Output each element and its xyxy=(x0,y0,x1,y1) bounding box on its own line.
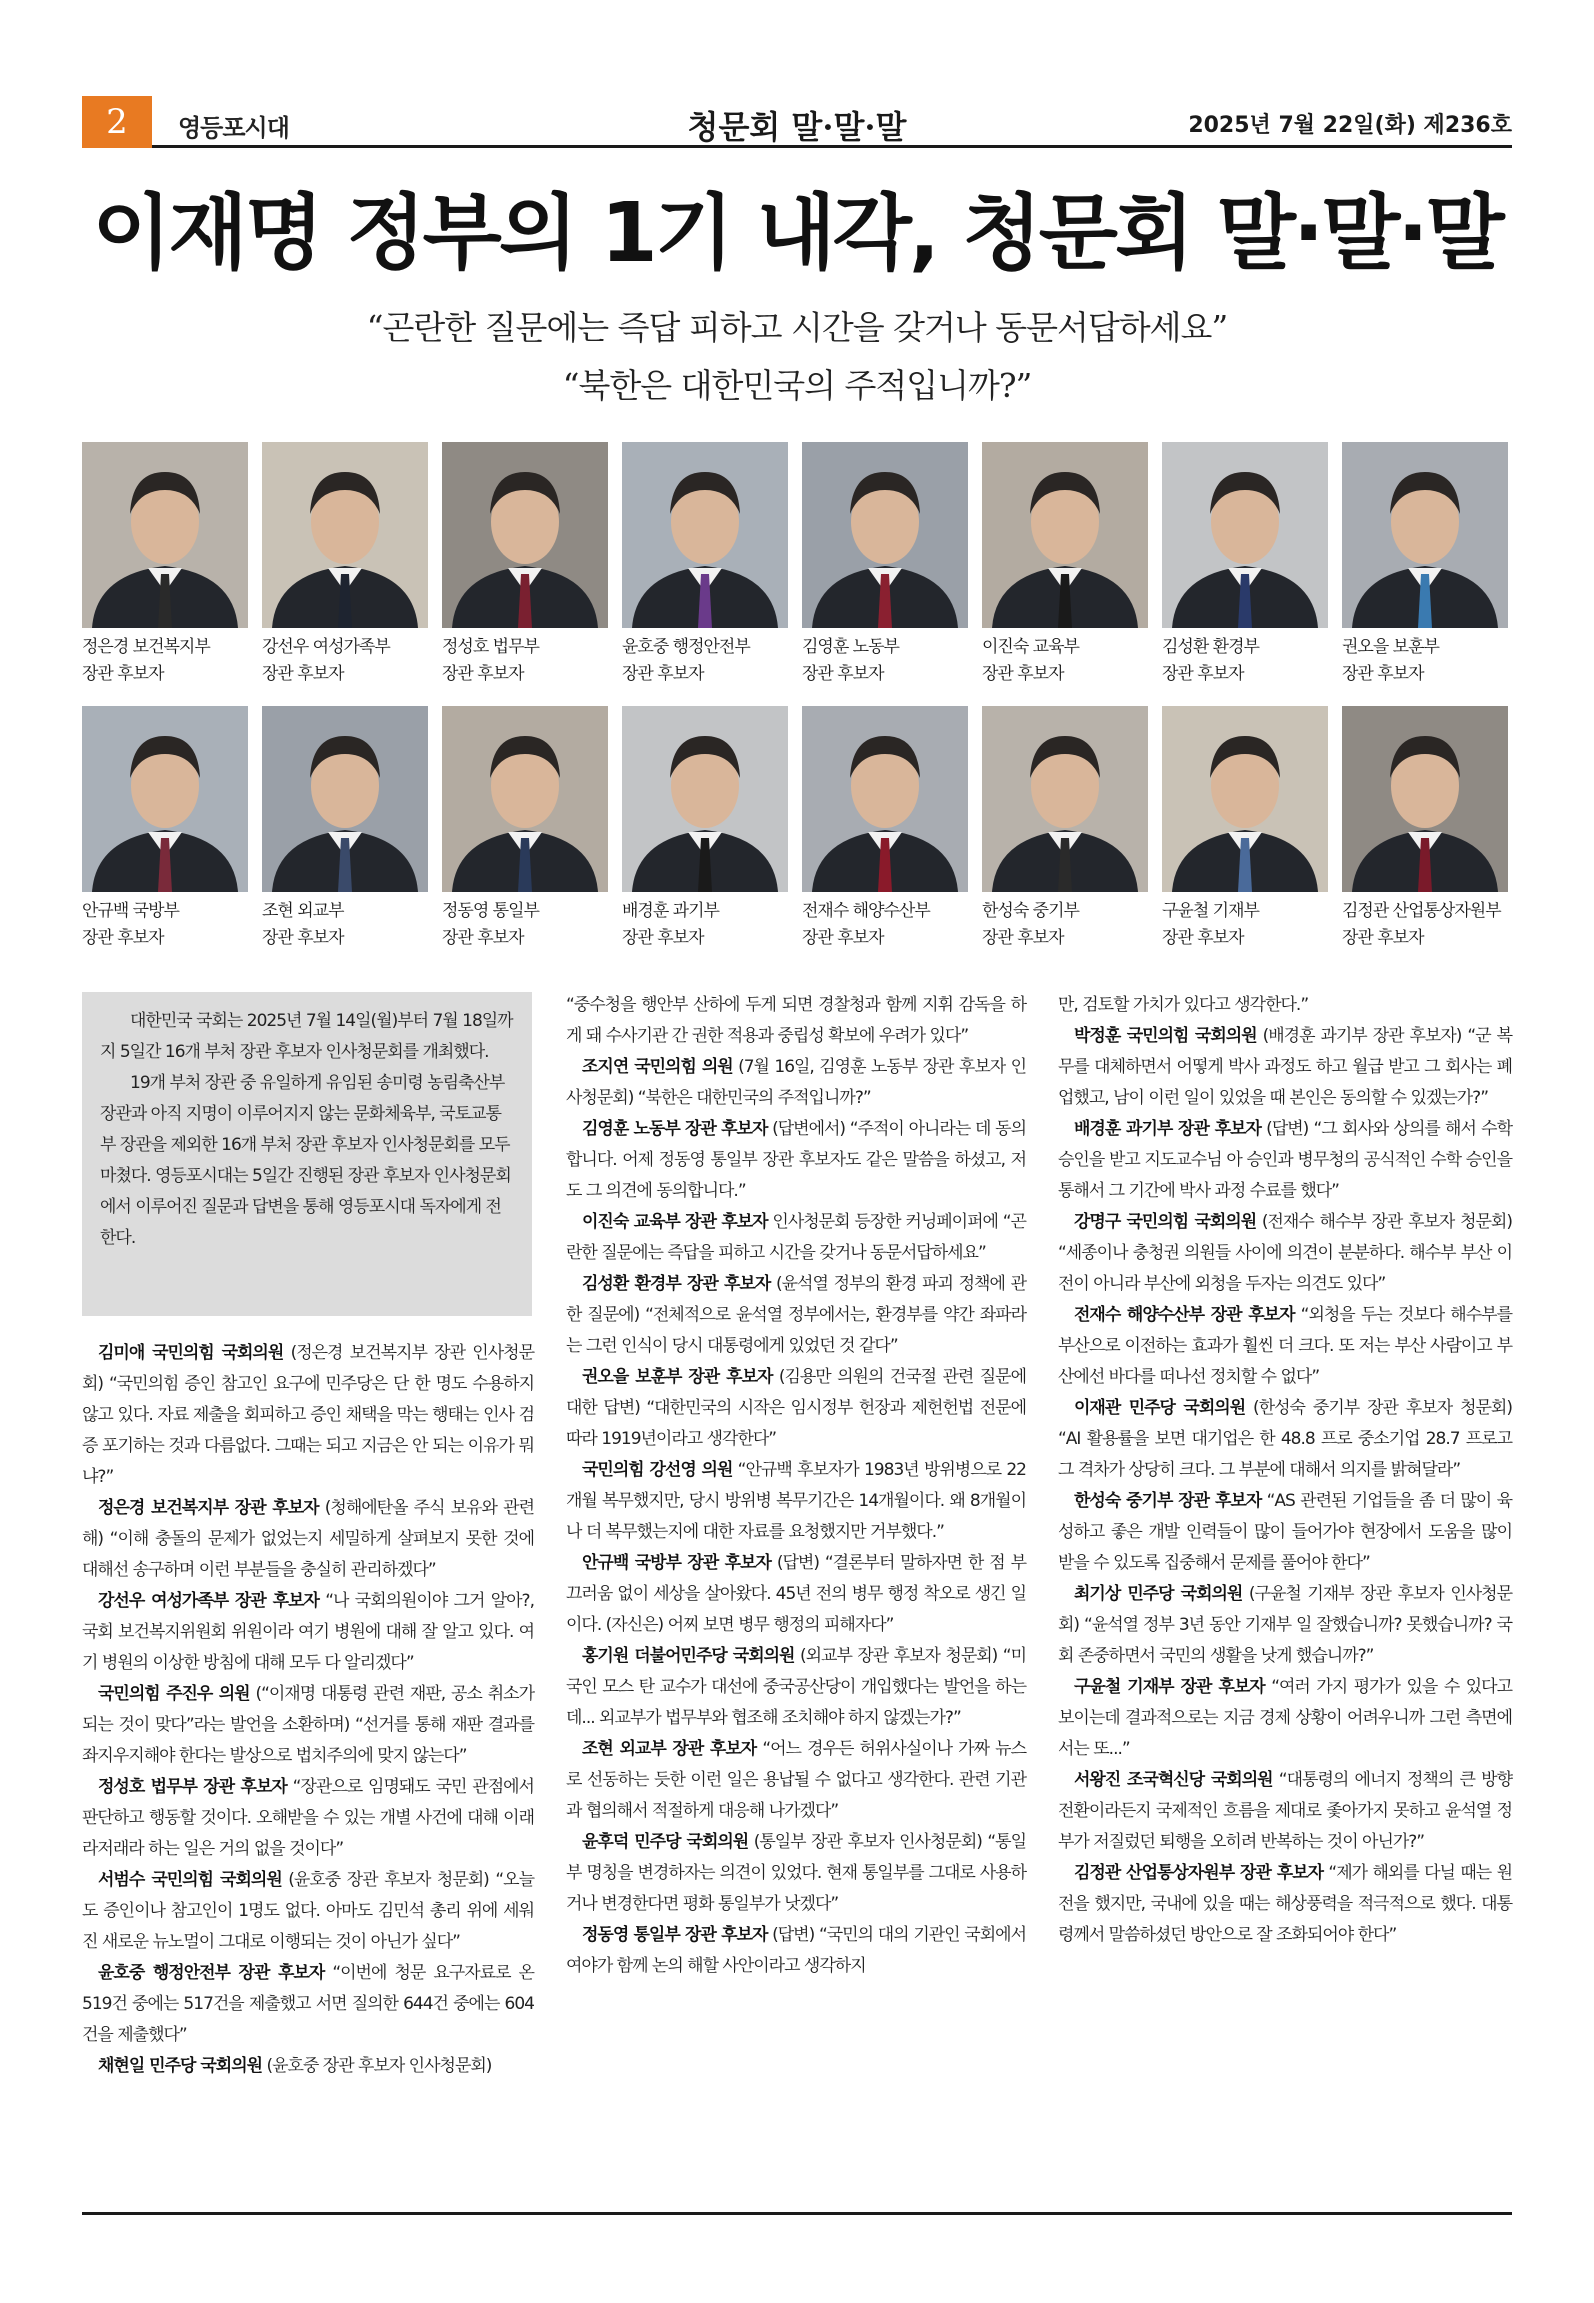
quote-text: “대통령의 에너지 정책의 큰 방향 전환이라든지 국제적인 흐름을 제대로 좇아가지 못하고 윤석열 정부가 저질렀던 퇴행을 오히려 반복하는 것이 아닌가?” xyxy=(1058,1770,1513,1852)
nominee-role: 장관 후보자 xyxy=(82,664,164,684)
nominee-card xyxy=(982,706,1148,964)
quote-text: (답변) “국민의 대의 기관인 국회에서 여야가 함께 논의 해할 사안이라고 생각하지 xyxy=(566,1925,1026,1976)
quote-text: (답변에서) “주적이 아니라는 데 동의합니다. 어제 정동영 통일부 장관 후보자도 같은 말씀을 하셨고, 저도 그 의견에 동의합니다.” xyxy=(566,1119,1026,1201)
speaker-name: 강선우 여성가족부 장관 후보자 xyxy=(98,1591,319,1611)
nominee-role: 장관 후보자 xyxy=(1162,928,1244,948)
nominee-role: 장관 후보자 xyxy=(262,664,344,684)
nominee-photo xyxy=(442,442,608,628)
quote-text: (청해에탄올 주식 보유와 관련해) “이해 충돌의 문제가 없었는지 세밀하게 살펴보지 못한 것에 대해선 송구하며 이런 부분들을 충실히 관리하겠다” xyxy=(82,1498,534,1580)
quote-text: (답변) “결론부터 말하자면 한 점 부끄러움 없이 세상을 살아왔다. 45년 전의 병무 행정 착오로 생긴 일이다. (자신은) 어찌 보면 병무 행정의 피해자다” xyxy=(566,1553,1026,1635)
nominee-card xyxy=(982,442,1148,700)
nominee-role: 장관 후보자 xyxy=(262,928,344,948)
nominee-photo xyxy=(1162,442,1328,628)
nominee-role: 장관 후보자 xyxy=(442,928,524,948)
nominee-caption xyxy=(1162,898,1328,952)
article-column-2 xyxy=(566,990,1026,1982)
speaker-name: 배경훈 과기부 장관 후보자 xyxy=(1074,1119,1261,1139)
quote-paragraph xyxy=(82,1493,534,1586)
nominee-caption xyxy=(802,898,968,952)
nominee-role: 장관 후보자 xyxy=(1342,664,1424,684)
intro-paragraph: 19개 부처 장관 중 유일하게 유임된 송미령 농림축산부 장관과 아직 지명이 이루어지지 않는 문화체육부, 국토교통부 장관을 제외한 16개 부처 장관 후보자 인사청문회를 모두 마쳤다. 영등포시대는 5일간 진행된 장관 후보자 인사청문회에서 이루어진 질문과 답변을 통해 영등포시대 독자에게 전한다. xyxy=(100,1073,511,1248)
quote-paragraph xyxy=(82,1772,534,1865)
quote-text: (윤호중 장관 후보자 인사청문회) xyxy=(262,2056,492,2076)
quote-text: “AS 관련된 기업들을 좀 더 많이 육성하고 좋은 개발 인력들이 많이 들어가야 현장에서 도움을 많이 받을 수 있도록 집중해서 문제를 풀어야 한다” xyxy=(1058,1491,1512,1573)
subheadline-2: “북한은 대한민국의 주적입니까?” xyxy=(562,366,1032,405)
nominee-role: 장관 후보자 xyxy=(802,664,884,684)
nominee-caption xyxy=(1162,634,1328,688)
nominee-photo xyxy=(802,442,968,628)
nominee-photo xyxy=(82,442,248,628)
nominee-photo xyxy=(82,706,248,892)
quote-text: 인사청문회 등장한 커닝페이퍼에 “곤란한 질문에는 즉답을 피하고 시간을 갖거나 동문서답하세요” xyxy=(566,1212,1026,1263)
nominee-name-ministry: 배경훈 과기부 xyxy=(622,901,719,921)
quote-paragraph xyxy=(566,1269,1026,1362)
nominee-role: 장관 후보자 xyxy=(442,664,524,684)
nominee-card xyxy=(802,442,968,700)
nominee-caption xyxy=(82,634,248,688)
nominee-photo xyxy=(802,706,968,892)
quote-text: (윤호중 장관 후보자 청문회) “오늘도 증인이나 참고인이 1명도 없다. 아마도 김민석 총리 위에 세워진 새로운 뉴노멀이 그대로 이행되는 것이 아닌가 싶다” xyxy=(82,1870,534,1952)
speaker-name: 강명구 국민의힘 국회의원 xyxy=(1074,1212,1257,1232)
quote-paragraph xyxy=(566,1114,1026,1207)
speaker-name: 김영훈 노동부 장관 후보자 xyxy=(582,1119,768,1139)
quote-paragraph xyxy=(566,1734,1026,1827)
photo-row xyxy=(82,706,1512,964)
quote-text: (7월 16일, 김영훈 노동부 장관 후보자 인사청문회) “북한은 대한민국의 주적입니까?” xyxy=(566,1057,1026,1108)
nominee-role: 장관 후보자 xyxy=(622,664,704,684)
speaker-name: 구윤철 기재부 장관 후보자 xyxy=(1074,1677,1265,1697)
quote-paragraph xyxy=(566,990,1026,1052)
speaker-name: 김성환 환경부 장관 후보자 xyxy=(582,1274,771,1294)
nominee-photo xyxy=(622,442,788,628)
nominee-card xyxy=(442,706,608,964)
quote-text: (한성숙 중기부 장관 후보자 청문회) “AI 활용률을 보면 대기업은 한 48.8 프로 중소기업 28.7 프로고 그 격차가 상당히 크다. 그 부분에 대해서 의지를 밝혀달라” xyxy=(1058,1398,1512,1480)
nominee-card xyxy=(82,442,248,700)
quote-paragraph xyxy=(566,1827,1026,1920)
issue-dateline: 2025년 7월 22일(화) 제236호 xyxy=(1188,113,1512,138)
speaker-name: 전재수 해양수산부 장관 후보자 xyxy=(1074,1305,1295,1325)
nominee-name-ministry: 조현 외교부 xyxy=(262,901,344,921)
quote-text: (답변) “그 회사와 상의를 해서 수학 승인을 받고 지도교수님 아 승인과 병무청의 공식적인 수학 승인을 통해서 그 기간에 박사 과정 수료를 했다” xyxy=(1058,1119,1512,1201)
nominee-name-ministry: 정동영 통일부 xyxy=(442,901,539,921)
nominee-card xyxy=(1342,706,1508,964)
nominee-caption xyxy=(82,898,248,952)
nominee-photo xyxy=(442,706,608,892)
nominee-role: 장관 후보자 xyxy=(982,928,1064,948)
nominee-photo xyxy=(1342,442,1508,628)
intro-paragraph: 대한민국 국회는 2025년 7월 14일(월)부터 7월 18일까지 5일간 16개 부처 장관 후보자 인사청문회를 개최했다. xyxy=(100,1011,513,1062)
nominee-caption xyxy=(622,898,788,952)
speaker-name: 조현 외교부 장관 후보자 xyxy=(582,1739,757,1759)
quote-paragraph xyxy=(82,1338,534,1493)
quote-paragraph xyxy=(566,1548,1026,1641)
quote-paragraph xyxy=(1058,1393,1512,1486)
quote-paragraph xyxy=(82,1865,534,1958)
nominee-role: 장관 후보자 xyxy=(1162,664,1244,684)
quote-text: “중수청을 행안부 산하에 두게 되면 경찰청과 함께 지휘 감독을 하게 돼 수사기관 간 권한 적용과 중립성 확보에 우려가 있다” xyxy=(566,995,1026,1046)
quote-text: (통일부 장관 후보자 인사청문회) “통일부 명칭을 변경하자는 의견이 있었다. 현재 통일부를 그대로 사용하거나 변경한다면 평화 통일부가 낫겠다” xyxy=(566,1832,1027,1914)
nominee-photo xyxy=(262,706,428,892)
article-column-1 xyxy=(82,1338,534,2082)
photo-row xyxy=(82,442,1512,700)
nominee-card xyxy=(1162,442,1328,700)
nominee-caption xyxy=(982,898,1148,952)
page-header xyxy=(82,96,1512,148)
quote-paragraph xyxy=(1058,1207,1512,1300)
quote-paragraph xyxy=(1058,1486,1512,1579)
nominee-role: 장관 후보자 xyxy=(1342,928,1424,948)
quote-paragraph xyxy=(566,1920,1026,1982)
quote-paragraph xyxy=(1058,1021,1512,1114)
nominee-caption xyxy=(442,634,608,688)
nominee-photo xyxy=(982,442,1148,628)
speaker-name: 이재관 민주당 국회의원 xyxy=(1074,1398,1246,1418)
nominee-photo-grid xyxy=(82,442,1512,964)
nominee-card xyxy=(82,706,248,964)
nominee-card xyxy=(622,442,788,700)
nominee-photo xyxy=(262,442,428,628)
nominee-card xyxy=(262,706,428,964)
speaker-name: 박정훈 국민의힘 국회의원 xyxy=(1074,1026,1257,1046)
speaker-name: 정은경 보건복지부 장관 후보자 xyxy=(98,1498,319,1518)
quote-text: (외교부 장관 후보자 청문회) “미국인 모스 탄 교수가 대선에 중국공산당이 개입했다는 발언을 하는데... 외교부가 법무부와 협조해 조치해야 하지 않겠는가?” xyxy=(566,1646,1027,1728)
quote-paragraph xyxy=(82,1958,534,2051)
nominee-card xyxy=(1162,706,1328,964)
quote-paragraph xyxy=(566,1641,1026,1734)
nominee-card xyxy=(1342,442,1508,700)
quote-paragraph xyxy=(1058,1300,1512,1393)
speaker-name: 이진숙 교육부 장관 후보자 xyxy=(582,1212,768,1232)
nominee-card xyxy=(622,706,788,964)
nominee-role: 장관 후보자 xyxy=(802,928,884,948)
headline: 이재명 정부의 1기 내각, 청문회 말·말·말 xyxy=(92,186,1502,281)
quote-paragraph xyxy=(82,1586,534,1679)
intro-box xyxy=(82,992,532,1316)
quote-text: (정은경 보건복지부 장관 인사청문회) “국민의힘 증인 참고인 요구에 민주당은 단 한 명도 수용하지 않고 있다. 자료 제출을 회피하고 증인 채택을 막는 행태는 인사 검증 포기하는 것과 다름없다. 그때는 되고 지금은 안 되는 이유가 뭐냐?” xyxy=(82,1343,534,1487)
speaker-name: 조지연 국민의힘 의원 xyxy=(582,1057,733,1077)
quote-paragraph xyxy=(82,1679,534,1772)
quote-paragraph xyxy=(566,1207,1026,1269)
quote-text: (“이재명 대통령 관련 재판, 공소 취소가 되는 것이 맞다”라는 발언을 소환하며) “선거를 통해 재판 결과를 좌지우지해야 한다는 발상으로 법치주의에 맞지 않는다” xyxy=(82,1684,534,1766)
nominee-caption xyxy=(262,898,428,952)
speaker-name: 홍기원 더불어민주당 국회의원 xyxy=(582,1646,795,1666)
speaker-name: 서왕진 조국혁신당 국회의원 xyxy=(1074,1770,1273,1790)
speaker-name: 정성호 법무부 장관 후보자 xyxy=(98,1777,287,1797)
quote-text: (배경훈 과기부 장관 후보자) “군 복무를 대체하면서 어떻게 박사 과정도 하고 월급 받고 그 회사는 폐업했고, 남이 이런 일이 있었을 때 본인은 동의할 수 있겠는가?” xyxy=(1058,1026,1513,1108)
speaker-name: 윤후덕 민주당 국회의원 xyxy=(582,1832,749,1852)
speaker-name: 국민의힘 강선영 의원 xyxy=(582,1460,733,1480)
quote-paragraph xyxy=(1058,1579,1512,1672)
nominee-name-ministry: 안규백 국방부 xyxy=(82,901,179,921)
speaker-name: 김정관 산업통상자원부 장관 후보자 xyxy=(1074,1863,1324,1883)
quote-text: (전재수 해수부 장관 후보자 청문회) “세종이나 충청권 의원들 사이에 의견이 분분하다. 해수부 부산 이전이 아니라 부산에 외청을 두자는 의견도 있다” xyxy=(1058,1212,1512,1294)
quote-text: (김용만 의원의 건국절 관련 질문에 대한 답변) “대한민국의 시작은 임시정부 헌장과 제헌헌법 전문에 따라 1919년이라고 생각한다” xyxy=(566,1367,1027,1449)
nominee-photo xyxy=(1162,706,1328,892)
page-number: 2 xyxy=(82,96,152,148)
nominee-role: 장관 후보자 xyxy=(82,928,164,948)
quote-text: (구윤철 기재부 장관 후보자 인사청문회) “윤석열 정부 3년 동안 기재부 일 잘했습니까? 못했습니까? 국회 존중하면서 국민의 생활을 낫게 했습니까?” xyxy=(1058,1584,1513,1666)
nominee-caption xyxy=(442,898,608,952)
speaker-name: 채현일 민주당 국회의원 xyxy=(98,2056,263,2076)
quote-text: “제가 해외를 다닐 때는 원전을 했지만, 국내에 있을 때는 해상풍력을 적극적으로 했다. 대통령께서 말씀하셨던 방안으로 잘 조화되어야 한다” xyxy=(1058,1863,1513,1945)
speaker-name: 국민의힘 주진우 의원 xyxy=(98,1684,250,1704)
nominee-name-ministry: 한성숙 중기부 xyxy=(982,901,1079,921)
quote-text: (윤석열 정부의 환경 파괴 정책에 관한 질문에) “전체적으로 윤석열 정부에서는, 환경부를 약간 좌파라는 그런 인식이 당시 대통령에게 있었던 것 같다” xyxy=(566,1274,1026,1356)
section-title: 청문회 말·말·말 xyxy=(687,108,907,146)
quote-paragraph xyxy=(566,1052,1026,1114)
nominee-caption xyxy=(1342,898,1508,952)
speaker-name: 김미애 국민의힘 국회의원 xyxy=(98,1343,284,1363)
quote-paragraph xyxy=(566,1455,1026,1548)
footer-rule xyxy=(82,2212,1512,2215)
quote-paragraph xyxy=(1058,1114,1512,1207)
quote-text: “이번에 청문 요구자료로 온 519건 중에는 517건을 제출했고 서면 질의한 644건 중에는 604건을 제출했다” xyxy=(82,1963,534,2045)
nominee-role: 장관 후보자 xyxy=(622,928,704,948)
speaker-name: 정동영 통일부 장관 후보자 xyxy=(582,1925,768,1945)
quote-text: “여러 가지 평가가 있을 수 있다고 보이는데 결과적으로는 지금 경제 상황이 어려우니까 그런 측면에서는 또...” xyxy=(1058,1677,1513,1759)
nominee-name-ministry: 이진숙 교육부 xyxy=(982,637,1079,657)
nominee-caption xyxy=(262,634,428,688)
speaker-name: 서범수 국민의힘 국회의원 xyxy=(98,1870,282,1890)
quote-text: “나 국회의원이야 그거 알아?, 국회 보건복지위원회 위원이라 여기 병원에 대해 잘 알고 있다. 여기 병원의 이상한 방침에 대해 모두 다 알리겠다” xyxy=(82,1591,534,1673)
nominee-role: 장관 후보자 xyxy=(982,664,1064,684)
quote-text: 만, 검토할 가치가 있다고 생각한다.” xyxy=(1058,995,1309,1015)
quote-paragraph xyxy=(82,2051,534,2082)
quote-text: “장관으로 임명돼도 국민 관점에서 판단하고 행동할 것이다. 오해받을 수 있는 개별 사건에 대해 이래라저래라 하는 일은 거의 없을 것이다” xyxy=(82,1777,534,1859)
nominee-photo xyxy=(622,706,788,892)
nominee-caption xyxy=(982,634,1148,688)
nominee-caption xyxy=(1342,634,1508,688)
nominee-photo xyxy=(982,706,1148,892)
nominee-name-ministry: 김성환 환경부 xyxy=(1162,637,1259,657)
nominee-name-ministry: 강선우 여성가족부 xyxy=(262,637,390,657)
quote-text: “어느 경우든 허위사실이나 가짜 뉴스로 선동하는 듯한 이런 일은 용납될 수 없다고 생각한다. 관련 기관과 협의해서 적절하게 대응해 나가겠다” xyxy=(566,1739,1027,1821)
quote-paragraph xyxy=(1058,1858,1512,1951)
speaker-name: 한성숙 중기부 장관 후보자 xyxy=(1074,1491,1262,1511)
nominee-name-ministry: 정은경 보건복지부 xyxy=(82,637,210,657)
nominee-card xyxy=(262,442,428,700)
nominee-name-ministry: 김정관 산업통상자원부 xyxy=(1342,901,1501,921)
nominee-name-ministry: 윤호중 행정안전부 xyxy=(622,637,750,657)
speaker-name: 최기상 민주당 국회의원 xyxy=(1074,1584,1243,1604)
quote-paragraph xyxy=(1058,990,1512,1021)
nominee-caption xyxy=(622,634,788,688)
quote-paragraph xyxy=(566,1362,1026,1455)
newspaper-logo: 영등포시대 xyxy=(178,114,289,142)
nominee-caption xyxy=(802,634,968,688)
nominee-name-ministry: 전재수 해양수산부 xyxy=(802,901,930,921)
speaker-name: 권오을 보훈부 장관 후보자 xyxy=(582,1367,773,1387)
article-column-3 xyxy=(1058,990,1512,1951)
speaker-name: 안규백 국방부 장관 후보자 xyxy=(582,1553,771,1573)
nominee-name-ministry: 권오을 보훈부 xyxy=(1342,637,1439,657)
quote-paragraph xyxy=(1058,1672,1512,1765)
nominee-name-ministry: 김영훈 노동부 xyxy=(802,637,899,657)
subheadline-1: “곤란한 질문에는 즉답 피하고 시간을 갖거나 동문서답하세요” xyxy=(366,308,1228,347)
quote-text: “안규백 후보자가 1983년 방위병으로 22개월 복무했지만, 당시 방위병 복무기간은 14개월이다. 왜 8개월이나 더 복무했는지에 대한 자료를 요청했지만 거부했다.” xyxy=(566,1460,1026,1542)
nominee-photo xyxy=(1342,706,1508,892)
speaker-name: 윤호중 행정안전부 장관 후보자 xyxy=(98,1963,325,1983)
quote-paragraph xyxy=(1058,1765,1512,1858)
nominee-card xyxy=(442,442,608,700)
nominee-name-ministry: 구윤철 기재부 xyxy=(1162,901,1259,921)
quote-text: “외청을 두는 것보다 해수부를 부산으로 이전하는 효과가 훨씬 더 크다. 또 저는 부산 사람이고 부산에선 바다를 떠나선 정치할 수 없다” xyxy=(1058,1305,1512,1387)
nominee-card xyxy=(802,706,968,964)
nominee-name-ministry: 정성호 법무부 xyxy=(442,637,539,657)
